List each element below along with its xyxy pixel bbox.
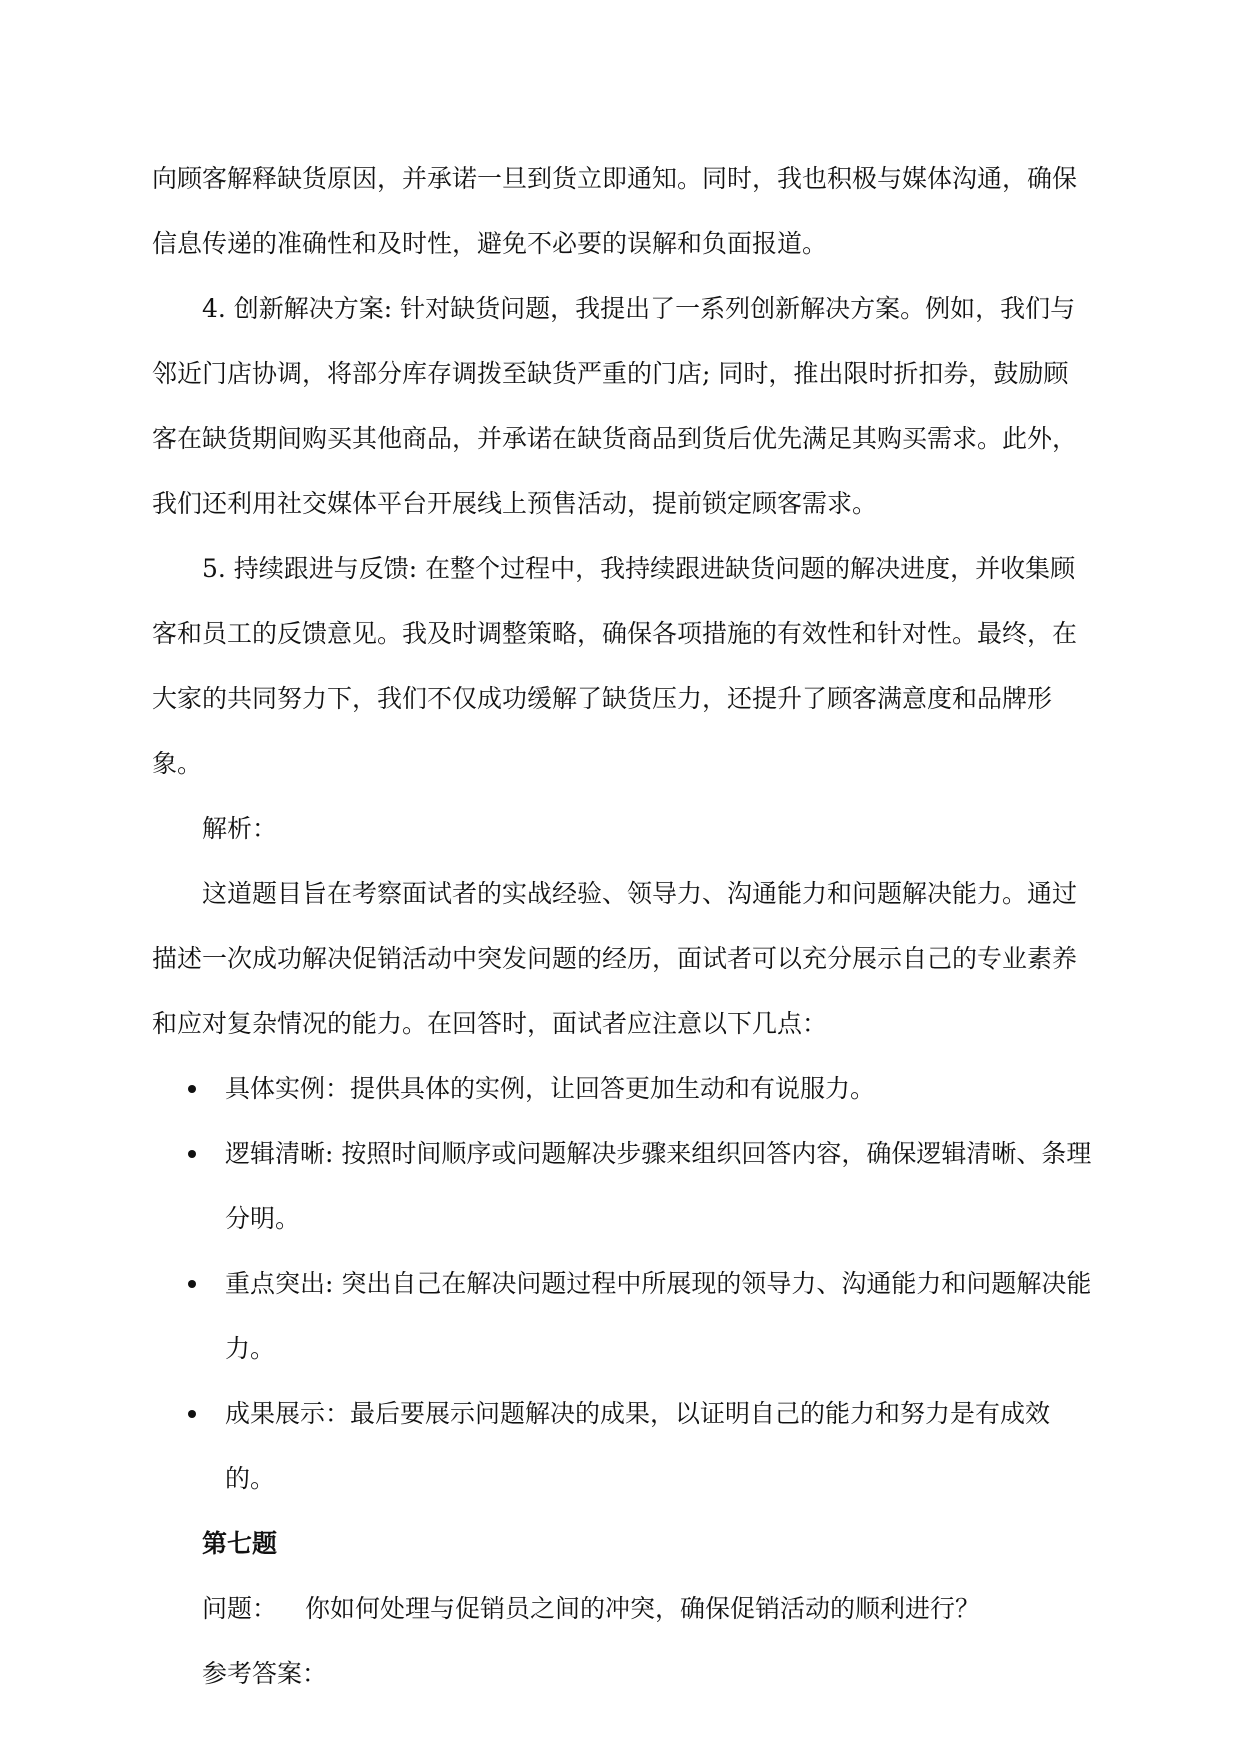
tips-list [152,1056,1092,1511]
question-text: 你如何处理与促销员之间的冲突，确保促销活动的顺利进行？ [305,1594,981,1623]
section-heading: 第七题 [202,1529,278,1558]
bullet-dot-icon [188,1150,196,1158]
bullet-dot-icon [188,1085,196,1093]
bullet-dot-icon [188,1280,196,1288]
question-label: 问题： [202,1594,278,1623]
list-item-text: 具体实例：提供具体的实例，让回答更加生动和有说服力。 [225,1074,876,1103]
paragraph-innovative-solutions: 4. 创新解决方案: 针对缺货问题，我提出了一系列创新解决方案。例如，我们与邻近门店协调，将部分库存调拨至缺货严重的门店; 同时，推出限时折扣券，鼓励顾客在缺货期间购买其他商品，并承诺在缺货商品到货后优先满足其购买需求。此外，我们还利用社交媒体平台开展线上预售活动，提前锁定顾客需求。 [152,294,1078,518]
question-line [152,1576,1092,1641]
bullet-dot-icon [188,1410,196,1418]
document-body [152,146,1092,1706]
list-item [152,1056,1092,1121]
list-item-text: 成果展示：最后要展示问题解决的成果，以证明自己的能力和努力是有成效的。 [225,1399,1051,1493]
list-item-text: 逻辑清晰: 按照时间顺序或问题解决步骤来组织回答内容，确保逻辑清晰、条理分明。 [225,1139,1092,1233]
list-item [152,1251,1092,1381]
list-item [152,1121,1092,1251]
answer-label: 参考答案： [202,1659,328,1688]
paragraph-follow-up-feedback: 5. 持续跟进与反馈: 在整个过程中，我持续跟进缺货问题的解决进度，并收集顾客和员工的反馈意见。我及时调整策略，确保各项措施的有效性和针对性。最终，在大家的共同努力下，我们不仅成功缓解了缺货压力，还提升了顾客满意度和品牌形象。 [152,554,1078,778]
paragraph-analysis: 这道题目旨在考察面试者的实战经验、领导力、沟通能力和问题解决能力。通过描述一次成功解决促销活动中突发问题的经历，面试者可以充分展示自己的专业素养和应对复杂情况的能力。在回答时，面试者应注意以下几点： [152,879,1078,1038]
list-item-text: 重点突出: 突出自己在解决问题过程中所展现的领导力、沟通能力和问题解决能力。 [225,1269,1092,1363]
analysis-label: 解析： [202,814,278,843]
paragraph-continuation: 向顾客解释缺货原因，并承诺一旦到货立即通知。同时，我也积极与媒体沟通，确保信息传递的准确性和及时性，避免不必要的误解和负面报道。 [152,164,1078,258]
list-item [152,1381,1092,1511]
